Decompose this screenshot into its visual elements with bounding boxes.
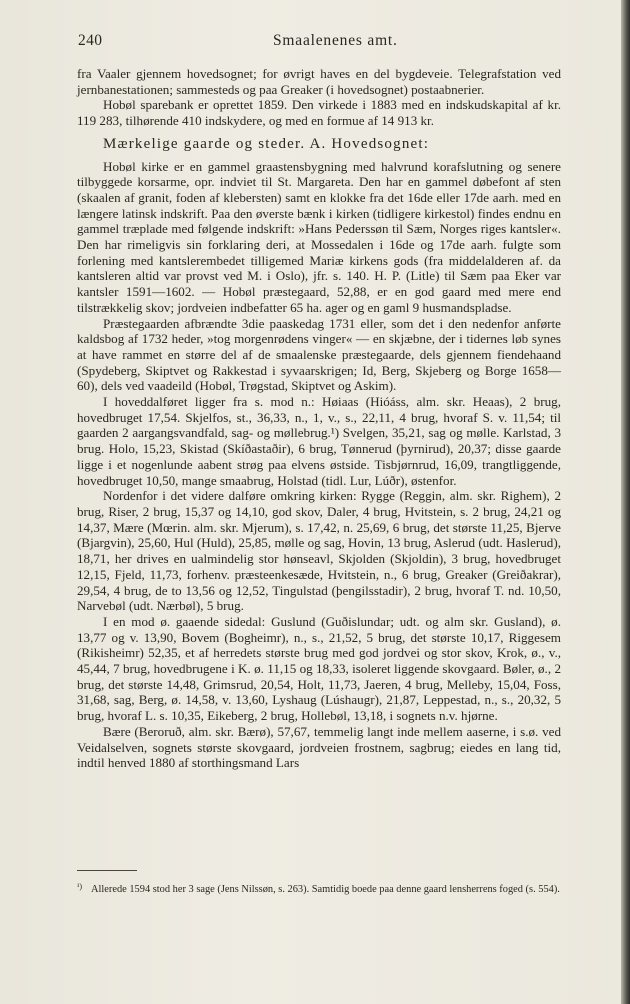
paragraph: fra Vaaler gjennem hovedsognet; for øvrigt haves en del bygdeveie. Telegrafstation ved jernbanestationen; sammesteds og paa Greaker (i hovedsognet) postaabnerier. bbox=[77, 66, 561, 97]
section-heading: Mærkelige gaarde og steder. A. Hovedsognet: bbox=[103, 135, 430, 152]
footnote bbox=[77, 884, 569, 897]
paragraph: I hoveddalføret ligger fra s. mod n.: Høiaas (Hióáss, alm. skr. Heaas), 2 brug, hovedbruget 17,54. Skjelfos, st., 36,33, n., 1, v., s., 22,11, 4 brug, hvoraf S. v. 11,54; til gaarden 2 aargangsvandfald, sag- og møllebrug.¹) Svelgen, 35,21, sag og mølle. Karlstad, 3 brug. Holo, 15,23, Skistad (Skíðastaðir), 6 brug, Tønnerud (þyrnirud), 20,37; disse gaarde ligge i et nogenlunde aabent strøg paa elvens østside. Tisbjørnrud, 16,09, trangtliggende, hovedbruget 10,50, mange smaabrug, Holstad (tidl. Lur, Lúðr), østenfor. bbox=[77, 394, 561, 488]
page-number: 240 bbox=[78, 32, 103, 49]
paragraph: Hobøl kirke er en gammel graastensbygning med halvrund korafslutning og senere tilbyggede korsarme, opr. indviet til St. Margareta. Den har en gammel døbefont af sten (skaalen af granit, foden af klebersten) samt en klokke fra det 16de eller 17de aarh. med en længere latinsk indskrift. Paa den øverste bænk i kirken (tidligere kirkestol) findes endnu en gammel træplade med følgende indskrift: »Hans Pederssøn til Sæm, Norges riges kantsler«. Den har rimeligvis sin forklaring deri, at Mossedalen i 16de og 17de aarh. fulgte som forlening med kantslerembedet tilligemed Mariæ kirkens gods (fra middelalderen af. da kantsleren altid var provst ved M. i Oslo), jfr. s. 140. H. P. (Litle) til Sæm paa Eker var kantsler 1591—1602. — Hobøl præstegaard, 52,88, er en god gaard med mere end tilstrækkelig skov; jordveien indbefatter 65 ha. ager og en gaml 9 husmandspladse. bbox=[77, 158, 561, 315]
paragraph: Præstegaarden afbrændte 3die paaskedag 1731 eller, som det i den nedenfor anførte kaldsbog af 1732 heder, »tog morgenrødens vinger« — en skjæbne, der i tidernes løb synes at have rammet en større del af de smaalenske præstegaarde, dels gjennem fiendehaand (Spydeberg, Skiptvet og Rakkestad i syvaarskrigen; Id, Berg, Skjeberg og Borge 1658—60), dels ved vaadeild (Hobøl, Trøgstad, Skiptvet og Askim). bbox=[77, 315, 561, 394]
running-header bbox=[78, 32, 558, 52]
paragraph: Hobøl sparebank er oprettet 1859. Den virkede i 1883 med en indskudskapital af kr. 119 283, tilhørende 410 indskydere, og med en formue af 14 913 kr. bbox=[77, 97, 561, 129]
page-edge-shadow bbox=[621, 0, 630, 1004]
running-title: Smaalenenes amt. bbox=[273, 32, 398, 49]
footnote-mark: ¹) bbox=[77, 882, 83, 891]
paragraph: Nordenfor i det videre dalføre omkring kirken: Rygge (Reggin, alm. skr. Righem), 2 brug, Riser, 2 brug, 15,37 og 14,10, god skov, Daler, 4 brug, Hvitstein, s. 2 brug, 24,21 og 14,37, Mære (Mœrin. alm. skr. Mjerum), s. 17,42, n. 25,69, 6 brug, det største 11,25, Bjerve (Bjargvin), 25,60, Hul (Huld), 25,85, mølle og sag, Hovin, 13 brug, Aslerud (udt. Haslerud), 18,71, her drives en ualmindelig stor hønseavl, Skjolden (Skjoldin), 3 brug, hovedbruget 12,15, Fjeld, 11,73, forhenv. præsteenkesæde, Hvitstein, n., 6 brug, Greaker (Greiðakrar), 29,54, 4 brug, de to 13,56 og 12,52, Tingulstad (þengilsstadir), 2 brug, hvoraf T. nd. 10,50, Narvebøl (udt. Nærbøl), 5 brug. bbox=[77, 488, 561, 614]
paragraph: Bære (Beroruð, alm. skr. Bærø), 57,67, temmelig langt inde mellem aaserne, i s.ø. ved Veidalselven, sognets største skovgaard, jordveien frostnem, sagbrug; eiedes en lang tid, indtil henved 1880 af storthingsmand Lars bbox=[77, 723, 561, 771]
footnote-rule bbox=[77, 870, 137, 871]
main-text bbox=[77, 66, 561, 771]
paragraph: I en mod ø. gaaende sidedal: Guslund (Guðislundar; udt. og alm skr. Gusland), ø. 13,77 og v. 13,90, Bovem (Bogheimr), n., s., 21,52, 5 brug, det største 10,17, Riggesem (Rikisheimr) 52,35, et af herredets største brug med god jordvei og stor skov, Krok, ø., v., 45,44, 7 brug, hovedbrugene i K. ø. 11,15 og 18,33, isoleret liggende skovgaard. Bøler, ø., 2 brug, det største 14,48, Grimsrud, 20,54, Holt, 11,73, Jaeren, 4 brug, Melleby, 15,04, Foss, 31,68, sag, Berg, ø. 14,58, v. 13,60, Lyshaug (Lúshaugr), 21,87, Leppestad, n., s., 20,32, 5 brug, hvoraf L. s. 10,35, Eikeberg, 2 brug, Hollebøl, 13,18, i sognets n.v. hjørne. bbox=[77, 613, 561, 724]
footnote-text: Allerede 1594 stod her 3 sage (Jens Nilssøn, s. 263). Samtidig boede paa denne gaard lensherrens foged (s. 554). bbox=[91, 884, 560, 895]
